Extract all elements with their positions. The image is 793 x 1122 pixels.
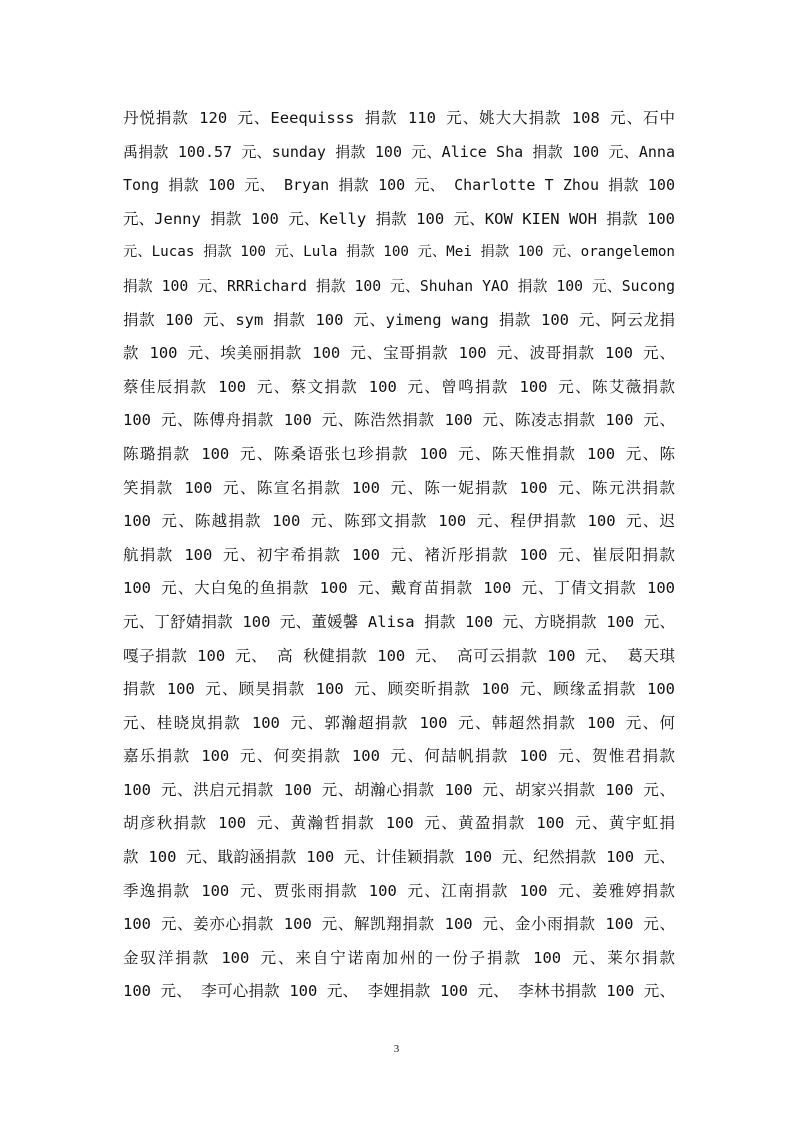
text-line: 款 100 元、戢韵涵捐款 100 元、计佳颖捐款 100 元、纪然捐款 100 元、 [123, 848, 675, 867]
text-line: 捐款 100 元、RRRichard 捐款 100 元、Shuhan YAO 捐款 100 元、Sucong [123, 277, 675, 295]
text-line: 胡彦秋捐款 100 元、黄瀚哲捐款 100 元、黄盈捐款 100 元、黄宇虹捐 [123, 814, 675, 833]
text-line: 元、桂晓岚捐款 100 元、郭瀚超捐款 100 元、韩超然捐款 100 元、何 [123, 713, 675, 732]
donation-text-block [123, 102, 675, 1009]
text-line: 季逸捐款 100 元、贾张雨捐款 100 元、江南捐款 100 元、姜雅婷捐款 [123, 881, 675, 900]
text-line: 蔡佳辰捐款 100 元、蔡文捐款 100 元、曾鸣捐款 100 元、陈艾薇捐款 [123, 377, 675, 396]
page-number: 3 [393, 1043, 400, 1055]
text-line: 捐款 100 元、顾昊捐款 100 元、顾奕昕捐款 100 元、顾缘孟捐款 100 [123, 680, 675, 699]
text-line: 禹捐款 100.57 元、sunday 捐款 100 元、Alice Sha 捐款 100 元、Anna [123, 142, 675, 161]
text-line: 100 元、姜亦心捐款 100 元、解凯翔捐款 100 元、金小雨捐款 100 元、 [123, 915, 675, 934]
text-line: 金驭洋捐款 100 元、来自宁诺南加州的一份子捐款 100 元、莱尔捐款 [123, 948, 675, 967]
text-line: 丹悦捐款 120 元、Eeequisss 捐款 110 元、姚大大捐款 108 元、石中 [123, 109, 675, 127]
text-line: 嘎子捐款 100 元、 高 秋健捐款 100 元、 高可云捐款 100 元、 葛天琪 [123, 646, 675, 665]
text-line: Tong 捐款 100 元、 Bryan 捐款 100 元、 Charlotte T Zhou 捐款 100 [123, 176, 675, 195]
text-line: 航捐款 100 元、初宇希捐款 100 元、褚沂彤捐款 100 元、崔辰阳捐款 [123, 545, 675, 564]
text-line: 款 100 元、埃美丽捐款 100 元、宝哥捐款 100 元、波哥捐款 100 元、 [123, 344, 675, 363]
text-line: 100 元、陈傅舟捐款 100 元、陈浩然捐款 100 元、陈凌志捐款 100 元、 [123, 411, 675, 430]
text-line: 元、丁舒婧捐款 100 元、董媛馨 Alisa 捐款 100 元、方晓捐款 100 元、 [123, 612, 675, 631]
text-line: 捐款 100 元、sym 捐款 100 元、yimeng wang 捐款 100 元、阿云龙捐 [123, 310, 675, 329]
text-line: 陈璐捐款 100 元、陈桑语张乜珍捐款 100 元、陈天惟捐款 100 元、陈 [123, 444, 675, 463]
text-line: 100 元、 李可心捐款 100 元、 李娌捐款 100 元、 李林书捐款 100 元、 [123, 982, 675, 1001]
text-line: 100 元、大白兔的鱼捐款 100 元、戴育苗捐款 100 元、丁倩文捐款 100 [123, 579, 675, 598]
text-line: 嘉乐捐款 100 元、何奕捐款 100 元、何喆帆捐款 100 元、贺惟君捐款 [123, 747, 675, 766]
text-line: 笑捐款 100 元、陈宣名捐款 100 元、陈一妮捐款 100 元、陈元洪捐款 [123, 478, 675, 497]
text-line: 元、Lucas 捐款 100 元、Lula 捐款 100 元、Mei 捐款 100 元、orangelemon [123, 244, 675, 261]
text-line: 100 元、洪启元捐款 100 元、胡瀚心捐款 100 元、胡家兴捐款 100 元、 [123, 780, 675, 799]
text-line: 元、Jenny 捐款 100 元、Kelly 捐款 100 元、KOW KIEN WOH 捐款 100 [123, 209, 675, 228]
text-line: 100 元、陈越捐款 100 元、陈郅文捐款 100 元、程伊捐款 100 元、迟 [123, 512, 675, 531]
